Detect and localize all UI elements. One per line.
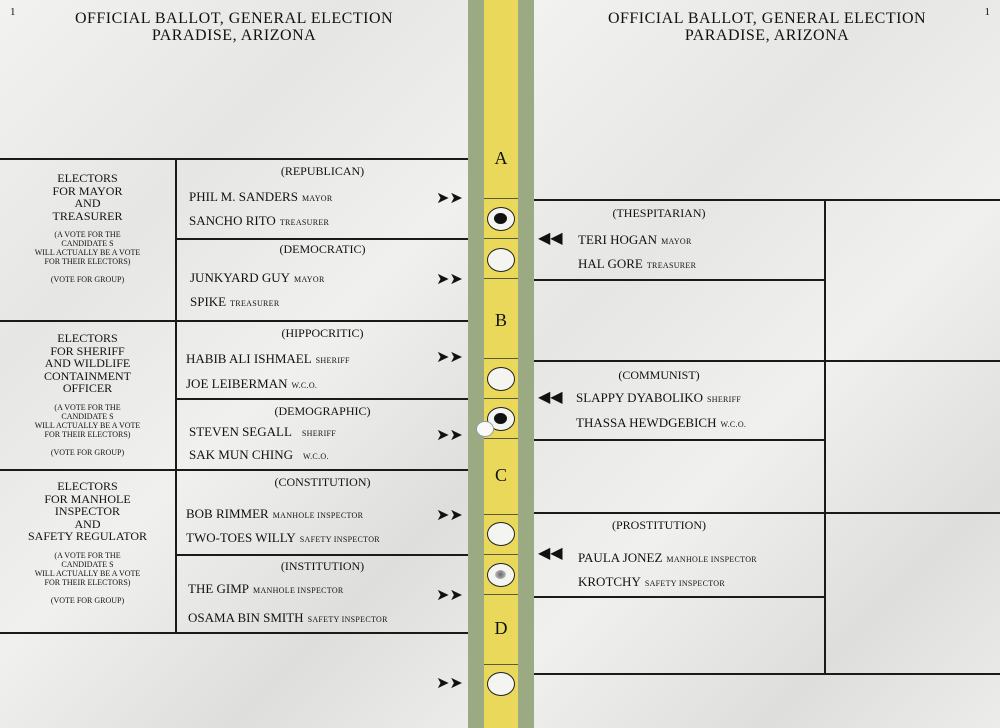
arrow-left-icon: ◀◀ bbox=[538, 230, 563, 247]
punch-hole-5[interactable] bbox=[487, 522, 515, 546]
arrow-right-icon: ➤➤ bbox=[436, 675, 463, 692]
divider bbox=[824, 199, 826, 675]
left-ballot-page bbox=[0, 0, 468, 728]
arrow-right-icon: ➤➤ bbox=[436, 349, 463, 366]
candidate-sancho-rito: SANCHO RITO TREASURER bbox=[189, 213, 330, 228]
arrow-right-icon: ➤➤ bbox=[436, 587, 463, 604]
candidate-steven-segall: STEVEN SEGALL SHERIFF bbox=[189, 424, 337, 439]
divider bbox=[534, 512, 1000, 514]
right-ballot-page bbox=[534, 0, 1000, 728]
strip-letter-a: A bbox=[494, 148, 508, 168]
hanging-chad bbox=[476, 421, 494, 437]
ballot-title: OFFICIAL BALLOT, GENERAL ELECTION PARADISE, ARIZONA bbox=[74, 10, 394, 44]
divider bbox=[534, 596, 824, 598]
candidate-joe-leiberman: JOE LEIBERMAN W.C.O. bbox=[186, 376, 318, 391]
arrow-right-icon: ➤➤ bbox=[436, 271, 463, 288]
strip-letter-b: B bbox=[494, 310, 507, 330]
punch-hole-3[interactable] bbox=[487, 367, 515, 391]
strip-slot bbox=[484, 358, 518, 359]
arrow-right-icon: ➤➤ bbox=[436, 427, 463, 444]
punch-hole-7[interactable] bbox=[487, 672, 515, 696]
strip-slot bbox=[484, 278, 518, 279]
candidate-thassa-hewdgebich: THASSA HEWDGEBICH W.C.O. bbox=[576, 415, 747, 430]
page-number: 1 bbox=[10, 6, 16, 18]
arrow-left-icon: ◀◀ bbox=[538, 389, 563, 406]
candidate-hal-gore: HAL GORE TREASURER bbox=[578, 256, 697, 271]
divider bbox=[177, 554, 468, 556]
strip-slot bbox=[484, 398, 518, 399]
party-communist: (COMMUNIST) bbox=[618, 368, 700, 382]
candidate-junkyard-guy: JUNKYARD GUY MAYOR bbox=[190, 270, 325, 285]
strip-slot bbox=[484, 514, 518, 515]
party-democratic: (DEMOCRATIC) bbox=[279, 242, 366, 256]
divider bbox=[534, 439, 824, 441]
punch-hole-2[interactable] bbox=[487, 248, 515, 272]
divider bbox=[0, 158, 468, 160]
strip-slot bbox=[484, 664, 518, 665]
party-institution: (INSTITUTION) bbox=[280, 559, 365, 573]
candidate-the-gimp: THE GIMP MANHOLE INSPECTOR bbox=[188, 581, 344, 596]
punch-hole-6[interactable] bbox=[487, 563, 515, 587]
divider bbox=[177, 238, 468, 240]
party-prostitution: (PROSTITUTION) bbox=[612, 518, 706, 532]
strip-slot bbox=[484, 594, 518, 595]
candidate-habib-ali-ishmael: HABIB ALI ISHMAEL SHERIFF bbox=[186, 351, 350, 366]
candidate-slappy-dyaboliko: SLAPPY DYABOLIKO SHERIFF bbox=[576, 390, 742, 405]
party-demographic: (DEMOGRAPHIC) bbox=[274, 404, 371, 418]
divider bbox=[534, 360, 1000, 362]
candidate-two-toes-willy: TWO-TOES WILLY SAFETY INSPECTOR bbox=[186, 530, 380, 545]
divider bbox=[0, 632, 468, 634]
candidate-phil-m-sanders: PHIL M. SANDERS MAYOR bbox=[189, 189, 333, 204]
divider bbox=[0, 469, 468, 471]
ballot-title: OFFICIAL BALLOT, GENERAL ELECTION PARADISE, ARIZONA bbox=[607, 10, 927, 44]
section-label-sheriff: ELECTORS FOR SHERIFF AND WILDLIFE CONTAINMENT OFFICER (A VOTE FOR THE CANDIDATE S WILL ACTUALLY BE A VOTE FOR THEIR ELECTORS) (VOTE FOR GROUP) bbox=[34, 331, 141, 457]
section-label-manhole: ELECTORS FOR MANHOLE INSPECTOR AND SAFETY REGULATOR (A VOTE FOR THE CANDIDATE S WILL ACTUALLY BE A VOTE FOR THEIR ELECTORS) (VOTE FOR GROUP) bbox=[27, 479, 147, 605]
divider bbox=[0, 320, 468, 322]
candidate-paula-jonez: PAULA JONEZ MANHOLE INSPECTOR bbox=[578, 550, 757, 565]
strip-letter-c: C bbox=[494, 465, 507, 485]
arrow-right-icon: ➤➤ bbox=[436, 507, 463, 524]
candidate-teri-hogan: TERI HOGAN MAYOR bbox=[578, 232, 692, 247]
punch-hole-1[interactable] bbox=[487, 207, 515, 231]
candidate-krotchy: KROTCHY SAFETY INSPECTOR bbox=[578, 574, 725, 589]
party-republican: (REPUBLICAN) bbox=[280, 164, 365, 178]
party-thespitarian: (THESPITARIAN) bbox=[612, 206, 706, 220]
strip-slot bbox=[484, 238, 518, 239]
divider bbox=[534, 673, 1000, 675]
candidate-spike: SPIKE TREASURER bbox=[190, 294, 280, 309]
candidate-sak-mun-ching: SAK MUN CHING W.C.O. bbox=[189, 447, 329, 462]
candidate-osama-bin-smith: OSAMA BIN SMITH SAFETY INSPECTOR bbox=[188, 610, 388, 625]
section-label-mayor: ELECTORS FOR MAYOR AND TREASURER (A VOTE FOR THE CANDIDATE S WILL ACTUALLY BE A VOTE FOR THEIR ELECTORS) (VOTE FOR GROUP) bbox=[34, 171, 141, 284]
divider bbox=[534, 199, 1000, 201]
strip-slot bbox=[484, 198, 518, 199]
strip-slot bbox=[484, 554, 518, 555]
party-constitution: (CONSTITUTION) bbox=[274, 475, 371, 489]
strip-letter-d: D bbox=[494, 618, 508, 638]
page-number: 1 bbox=[984, 6, 990, 18]
party-hippocritic: (HIPPOCRITIC) bbox=[281, 326, 364, 340]
divider bbox=[534, 279, 824, 281]
divider bbox=[177, 398, 468, 400]
arrow-right-icon: ➤➤ bbox=[436, 190, 463, 207]
candidate-bob-rimmer: BOB RIMMER MANHOLE INSPECTOR bbox=[186, 506, 364, 521]
strip-slot bbox=[484, 438, 518, 439]
arrow-left-icon: ◀◀ bbox=[538, 545, 563, 562]
